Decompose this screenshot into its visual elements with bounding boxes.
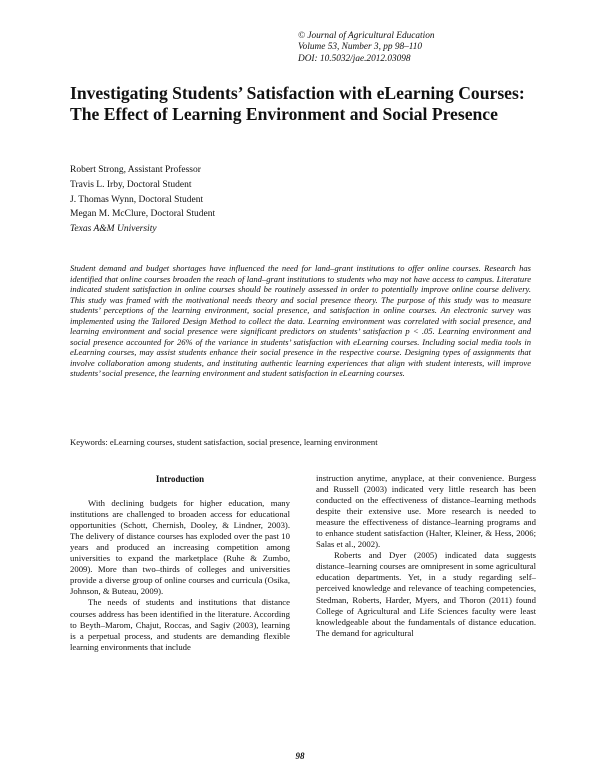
author-list [70, 163, 215, 237]
keywords: Keywords: eLearning courses, student satisfaction, social presence, learning environment [70, 437, 378, 447]
section-heading: Introduction [155, 474, 205, 484]
paragraph: The needs of students and institutions that distance courses address has been identified in the literature. According to Beyth–Marom, Chajut, Roccas, and Sagiv (2003), learning is a perpetual process, and students are demanding flexible learning environments that include [70, 597, 290, 652]
paragraph: Roberts and Dyer (2005) indicated data suggests distance–learning courses are omnipresent in some agricultural education departments. Yet, in a study regarding self–perceived knowledge and relevance of teaching competencies, Stedman, Roberts, Harder, Myers, and Thoron (2011) found College of Agricultural and Life Sciences faculty were least knowledgeable about the fundamentals of distance education. The demand for agricultural [316, 550, 536, 638]
journal-name: © Journal of Agricultural Education [298, 31, 435, 41]
paragraph: instruction anytime, anyplace, at their convenience. Burgess and Russell (2003) indicated very little research has been conducted on the effectiveness of distance–learning methods despite their extensive use. More research is needed to measure the effectiveness of distance–learning programs and to enhance student satisfaction (Halter, Kleiner, & Hess, 2006; Salas et al., 2002). [316, 473, 536, 550]
author: Megan M. McClure, Doctoral Student [70, 209, 216, 220]
affiliation: Texas A&M University [70, 224, 157, 235]
author: Travis L. Irby, Doctoral Student [70, 179, 192, 190]
abstract: Student demand and budget shortages have influenced the need for land–grant institutions to offer online courses. Research has identified that online courses broaden the reach of land–grant institutions to students who may not have access to campus. Literature indicated student satisfaction in online courses should be routinely assessed in order to potentially improve online course delivery. This study was framed with the motivational needs theory and social presence theory. The purpose of this study was to measure students’ perceptions of the learning environment, social presence, and satisfaction in online courses. An electronic survey was implemented using the Tailored Design Method to collect the data. Learning environment was correlated with social presence, and learning environment and social presence were significant predictors on students’ satisfaction p < .05. Learning environment and social presence accounted for 26% of the variance in students’ satisfaction with eLearning courses. Including social media tools in eLearning courses, may assist students enhance their social presence in the respective course. Designing types of assignments that involve collaboration among students, and instituting authentic learning experiences that align with student interests, will improve students’ social presence, the learning environment and student satisfaction in eLearning courses. [70, 263, 531, 379]
author: J. Thomas Wynn, Doctoral Student [70, 194, 204, 205]
journal-citation [298, 31, 488, 65]
right-column [316, 473, 536, 639]
doi: DOI: 10.5032/jae.2012.03098 [298, 53, 411, 64]
left-column [70, 474, 290, 653]
page-number: 98 [295, 751, 305, 761]
paragraph: With declining budgets for higher education, many institutions are challenged to broaden access for educational opportunities (Schott, Chernish, Dooley, & Lindner, 2003). The delivery of distance courses has exploded over the past 10 years and produced an increasing competition among universities to expand the marketplace (Ruhe & Zumbo, 2009). More than two–thirds of colleges and universities provide a diverse group of online courses and curricula (Osika, Johnson, & Buteau, 2009). [70, 498, 290, 597]
paper-title: Investigating Students’ Satisfaction with eLearning Courses: The Effect of Learning Environment and Social Presence [70, 83, 525, 124]
author: Robert Strong, Assistant Professor [70, 165, 201, 175]
volume-info: Volume 53, Number 3, pp 98–110 [298, 42, 423, 53]
